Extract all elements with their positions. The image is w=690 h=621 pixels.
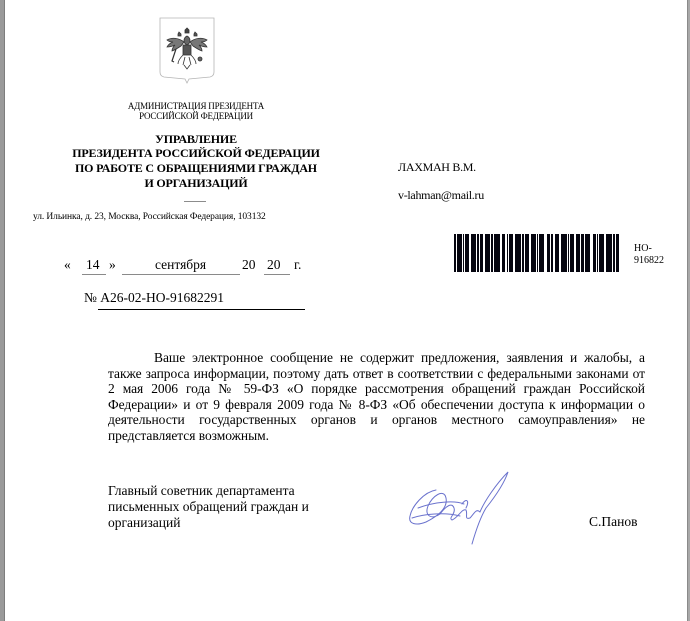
barcode-bar	[616, 234, 619, 272]
viewer-left-margin	[0, 0, 5, 621]
department-line-3: ПО РАБОТЕ С ОБРАЩЕНИЯМИ ГРАЖДАН	[75, 161, 317, 175]
signer-title-line-2: письменных обращений граждан и	[108, 498, 309, 514]
sender-address: ул. Ильинка, д. 23, Москва, Российская Федерация, 103132	[33, 212, 266, 222]
date-century: 20	[242, 257, 256, 272]
signer-title-line-3: организаций	[108, 514, 181, 530]
registration-number	[84, 290, 224, 306]
russian-coat-of-arms-icon	[158, 12, 216, 86]
date-suffix: г.	[294, 257, 302, 272]
signer-name: С.Панов	[589, 514, 638, 529]
date-month-underline	[122, 274, 240, 275]
signer-title	[108, 483, 338, 530]
date-year: 20	[267, 257, 281, 272]
registration-prefix: №	[84, 290, 97, 305]
administration-line-1: АДМИНИСТРАЦИЯ ПРЕЗИДЕНТА	[127, 101, 265, 111]
barcode-label-number: 916822	[634, 254, 664, 266]
department-line-1: УПРАВЛЕНИЕ	[155, 132, 237, 146]
date-month: сентября	[155, 257, 207, 272]
date-day-underline	[82, 274, 106, 275]
barcode-label-prefix: НО-	[634, 243, 652, 254]
registration-value: А26-02-НО-91682291	[100, 290, 225, 305]
date-day: 14	[86, 257, 100, 272]
signer-title-line-1: Главный советник департамента	[108, 483, 295, 498]
date-year-underline	[264, 274, 290, 275]
barcode-label	[634, 243, 664, 266]
letter-body: Ваше электронное сообщение не содержит предложения, заявления и жалобы, а также запроса информации, поэтому дать ответ в соответствии с федеральными законами от 2 мая 2006 года № 59-ФЗ «О порядке рассмотрения обращений граждан Российской Федерации» и от 9 февраля 2009 года № 8-ФЗ «Об обеспечении доступа к информации о деятельности государственных органов и органов местного самоуправления» не представляется возможным.	[108, 350, 645, 443]
recipient-name: ЛАХМАН В.М.	[398, 160, 476, 174]
recipient-email: v-lahman@mail.ru	[398, 188, 484, 202]
department-line-4: И ОРГАНИЗАЦИЙ	[144, 176, 248, 190]
administration-line-2: РОССИЙСКОЙ ФЕДЕРАЦИИ	[139, 111, 253, 121]
date-open-quote: «	[64, 257, 71, 272]
document-page	[6, 0, 687, 621]
department-line-2: ПРЕЗИДЕНТА РОССИЙСКОЙ ФЕДЕРАЦИИ	[72, 146, 320, 160]
letterhead-divider	[184, 201, 206, 202]
handwritten-signature-icon	[404, 468, 516, 546]
barcode	[454, 234, 620, 272]
date-close-quote: »	[109, 257, 116, 272]
registration-underline	[98, 309, 305, 310]
